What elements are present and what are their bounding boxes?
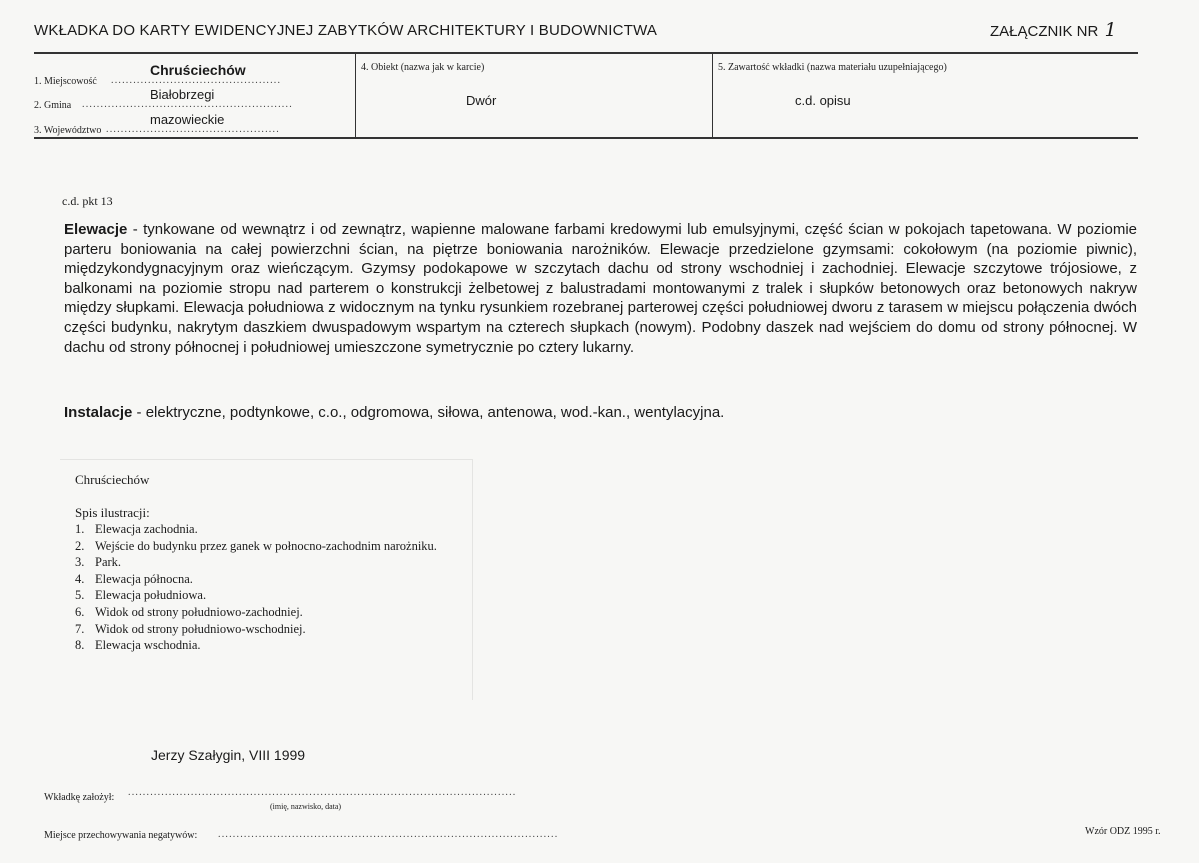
continuation-note: c.d. pkt 13: [62, 194, 113, 208]
illustration-item: [75, 538, 455, 555]
commune-label: 2. Gmina: [34, 100, 72, 111]
illustration-item: [75, 621, 455, 638]
illustration-title: Elewacja północna.: [95, 571, 193, 586]
header-top-rule: [34, 52, 1138, 54]
province-value: mazowieckie: [150, 112, 225, 127]
illustration-item: [75, 554, 455, 571]
illustration-number: 7.: [75, 621, 85, 636]
elevations-paragraph: [64, 220, 1137, 357]
province-dots: ...............................................: [106, 124, 280, 135]
illustration-title: Elewacja zachodnia.: [95, 522, 198, 536]
installations-text: - elektryczne, podtynkowe, c.o., odgromowa, siłowa, antenowa, wod.-kan., wentylacyjna.: [132, 404, 725, 421]
province-label: 3. Województwo: [34, 125, 102, 136]
illustration-number: 8.: [75, 638, 85, 653]
illustration-item: [75, 587, 455, 604]
commune-dots: .........................................................: [82, 99, 293, 110]
created-by-dots: .........................................................................................................: [128, 787, 517, 798]
installations-heading: Instalacje: [64, 404, 133, 421]
document-title: WKŁADKA DO KARTY EWIDENCYJNEJ ZABYTKÓW ARCHITEKTURY I BUDOWNICTWA: [34, 22, 658, 39]
negatives-location-dots: ............................................................................................: [218, 829, 559, 840]
created-by-hint: (imię, nazwisko, data): [270, 802, 342, 811]
town-value: Chruściechów: [150, 62, 246, 78]
town-dots: ..............................................: [111, 75, 282, 86]
illustration-number: 4.: [75, 571, 85, 586]
illustration-number: 3.: [75, 555, 85, 570]
contents-label: 5. Zawartość wkładki (nazwa materiału uzupełniającego): [718, 62, 947, 73]
illustration-item: [75, 571, 455, 588]
object-value: Dwór: [466, 93, 497, 108]
town-label: 1. Miejscowość: [34, 76, 97, 87]
negatives-location-label: Miejsce przechowywania negatywów:: [44, 830, 198, 841]
created-by-label: Wkładkę założył:: [44, 792, 115, 803]
illustration-item: [75, 637, 455, 654]
illustration-title: Widok od strony południowo-wschodniej.: [95, 621, 306, 636]
illustration-number: 6.: [75, 604, 85, 619]
author-signature: Jerzy Szałygin, VIII 1999: [151, 747, 306, 763]
installations-paragraph: [64, 403, 1137, 423]
annex-label: [990, 19, 1117, 41]
illustration-title: Park.: [95, 555, 122, 570]
commune-value: Białobrzegi: [150, 87, 215, 102]
elevations-text: - tynkowane od wewnątrz i od zewnątrz, wapienne malowane farbami kredowymi lub emulsyjnymi, część ścian w pokojach tapetowana. W poziomie parteru boniowania na całej powierzchni ścian, na piętrze boniowania narożników. Elewacje przedzielone gzymsami: cokołowym (na poziomie piwnic), międzykondygnacyjnym oraz wieńczącym. Gzymsy podokapowe w szczytach dachu od strony wschodniej i zachodniej. Elewacje szczytowe trójosiowe, z balkonami na poziomie stropu nad parterem o konstrukcji żelbetowej z balustradami montowanymi z tralek i słupków betonowych oraz betonowych nakryw między słupkami. Elewacja południowa z widocznym na tynku rysunkiem rozebranej parterowej części południowej dworu z tarasem w miejscu połączenia dwóch części budynku, nakrytym daszkiem dwuspadowym wspartym na czterech słupkach (nowym). Podobny daszek nad wejściem do domu od strony północnej. W dachu od strony północnej i południowej umieszczone symetrycznie po cztery lukarny.: [64, 221, 1137, 356]
annex-label-text: ZAŁĄCZNIK NR: [990, 23, 1099, 40]
object-label: 4. Obiekt (nazwa jak w karcie): [361, 62, 485, 73]
form-version: Wzór ODZ 1995 r.: [1085, 826, 1161, 837]
illustrations-place: Chruściechów: [75, 472, 150, 487]
illustrations-heading: Spis ilustracji:: [75, 505, 150, 520]
illustrations-list: [75, 521, 455, 654]
illustration-item: [75, 604, 455, 621]
illustration-number: 1.: [75, 522, 85, 536]
header-divider-1: [355, 53, 356, 137]
illustration-title: Elewacja wschodnia.: [95, 638, 201, 653]
illustration-title: Wejście do budynku przez ganek w połnocno-zachodnim narożniku.: [95, 538, 437, 553]
contents-value: c.d. opisu: [795, 93, 851, 108]
illustration-number: 5.: [75, 588, 85, 603]
illustration-title: Widok od strony południowo-zachodniej.: [95, 604, 303, 619]
illustration-number: 2.: [75, 538, 85, 553]
illustration-item: [75, 521, 455, 538]
elevations-heading: Elewacje: [64, 221, 128, 238]
header-bottom-rule: [34, 137, 1138, 139]
illustration-title: Elewacja południowa.: [95, 588, 207, 603]
annex-number: 1: [1104, 19, 1117, 41]
header-divider-2: [712, 53, 713, 137]
